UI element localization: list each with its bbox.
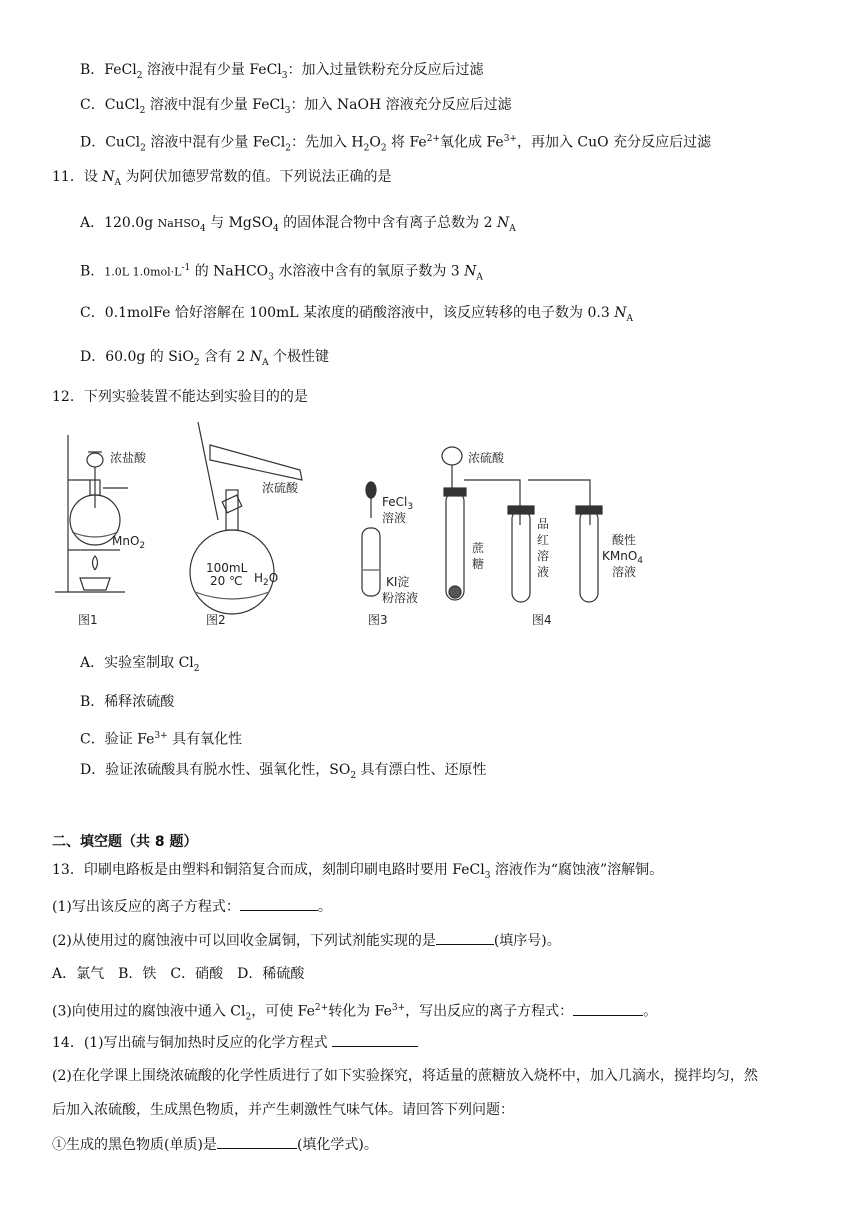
q13-part1 xyxy=(52,896,332,917)
q12-option-a xyxy=(80,653,200,679)
label-magenta: 红 xyxy=(537,533,550,547)
text: 水溶液中含有的氧原子数为 3 xyxy=(273,263,465,280)
avogadro-symbol: N xyxy=(249,349,263,365)
text: O xyxy=(268,571,279,585)
text: 溶液中混有少量 FeCl xyxy=(142,62,282,78)
q12-option-b xyxy=(80,692,174,712)
label-conc-hcl: 浓盐酸 xyxy=(110,451,147,465)
text: D．验证浓硫酸具有脱水性、强氧化性， xyxy=(80,762,330,778)
sub: 2 xyxy=(263,578,269,588)
sup: -1 xyxy=(181,263,191,273)
caption-fig1: 图1 xyxy=(78,613,98,627)
text: 1.0L 1.0mol·L xyxy=(104,265,182,279)
text: 具有氧化性 xyxy=(167,731,243,748)
q12-figures xyxy=(50,420,650,639)
text: C．CuCl xyxy=(80,97,140,113)
text: Cl xyxy=(178,655,194,671)
text: 与 xyxy=(205,215,229,231)
q12-option-d xyxy=(80,760,487,786)
text: 12．下列实验装置不能达到实验目的的是 xyxy=(52,389,308,405)
flame xyxy=(93,556,98,570)
label-magenta: 液 xyxy=(537,565,550,579)
sub: A xyxy=(476,272,483,283)
text: ，再加入 CuO 充分反应后过滤 xyxy=(516,134,712,151)
text: ，可使 Fe xyxy=(251,1003,315,1020)
label-conc-h2so4: 浓硫酸 xyxy=(468,451,505,465)
text: KMnO xyxy=(602,549,638,563)
text: D．60.0g 的 xyxy=(80,349,169,365)
glass-rod xyxy=(198,422,218,520)
sub: 4 xyxy=(272,223,279,234)
lamp xyxy=(80,578,110,590)
sub: 2 xyxy=(139,541,146,551)
sub: 2 xyxy=(193,663,200,674)
text: 具有漂白性、还原性 xyxy=(356,762,487,778)
avogadro-symbol: N xyxy=(614,305,627,321)
water-line xyxy=(195,592,269,599)
caption-fig2: 图2 xyxy=(206,613,226,627)
text: (填序号)。 xyxy=(493,933,561,949)
q11-option-a xyxy=(80,213,516,239)
label-water xyxy=(254,571,278,588)
q13-part3 xyxy=(52,998,657,1027)
q12-stem xyxy=(52,387,308,407)
label-sucrose: 糖 xyxy=(472,557,485,571)
q14-part1 xyxy=(52,1032,418,1053)
q12-option-c xyxy=(80,726,242,750)
text: MgSO xyxy=(228,215,273,231)
sub: 3 xyxy=(268,272,274,283)
stopper xyxy=(576,506,602,514)
sub: 4 xyxy=(637,556,644,566)
text: (3)向使用过的腐蚀液中通入 Cl xyxy=(52,1003,246,1020)
text: C．0.1molFe 恰好溶解在 100mL 某浓度的硝酸溶液中，该反应转移的电子数为 0.3 xyxy=(80,305,615,321)
text: 13．印刷电路板是由塑料和铜箔复合而成，刻制印刷电路时要用 FeCl xyxy=(52,862,485,878)
label-conc-h2so4: 浓硫酸 xyxy=(262,481,299,495)
label-temperature: 20 ℃ xyxy=(210,574,243,588)
answer-blank[interactable] xyxy=(217,1134,297,1149)
sub: 2 xyxy=(140,143,146,154)
label-solution: 溶液 xyxy=(382,511,407,525)
tube-3 xyxy=(580,510,598,602)
label-sucrose: 蔗 xyxy=(472,541,485,555)
q13-part2 xyxy=(52,930,561,951)
dropper-bulb xyxy=(366,482,376,498)
label-kmno4 xyxy=(602,549,643,566)
beaker-pour xyxy=(210,445,302,480)
text: NaHSO xyxy=(157,217,200,230)
text: 氧化成 Fe xyxy=(440,134,504,151)
answer-blank[interactable] xyxy=(332,1032,418,1047)
q10-option-d xyxy=(80,129,711,158)
stopper xyxy=(444,488,466,496)
sub: 2 xyxy=(350,770,357,781)
sub: 3 xyxy=(281,70,288,81)
funnel-bulb xyxy=(442,447,462,465)
text: A．120.0g xyxy=(80,215,158,231)
sub: 2 xyxy=(363,143,370,154)
label-acidic: 酸性 xyxy=(612,533,637,547)
sub: 2 xyxy=(380,143,387,154)
test-tube xyxy=(362,528,380,596)
text: ：加入 NaOH 溶液充分反应后过滤 xyxy=(290,97,512,113)
text: 将 Fe xyxy=(386,134,427,151)
text: SO xyxy=(329,762,351,778)
text: 的 NaHCO xyxy=(190,263,269,280)
q11-option-c xyxy=(80,303,633,329)
sub: 2 xyxy=(245,1012,252,1023)
text: 含有 2 xyxy=(199,349,250,365)
avogadro-symbol: N xyxy=(102,169,115,185)
label-volume: 100mL xyxy=(206,561,248,575)
avogadro-symbol: N xyxy=(464,263,477,280)
label-ki-starch: 粉溶液 xyxy=(382,591,419,605)
text: 11．设 xyxy=(52,169,103,185)
sub: 2 xyxy=(139,105,146,116)
sup: 2+ xyxy=(314,1003,329,1013)
sub: A xyxy=(509,223,516,234)
text: (2)从使用过的腐蚀液中可以回收金属铜，下列试剂能实现的是 xyxy=(52,933,436,949)
sup: 3+ xyxy=(391,1003,406,1013)
sub: 3 xyxy=(484,870,491,881)
label-fecl3 xyxy=(382,495,413,512)
q10-option-c xyxy=(80,95,512,121)
stopper xyxy=(222,495,242,513)
q11-option-b xyxy=(80,258,483,287)
label-magenta: 品 xyxy=(537,517,550,531)
text: 溶液中混有少量 FeCl xyxy=(145,134,286,151)
text: 。 xyxy=(317,899,332,915)
label-ki-starch: KI淀 xyxy=(386,575,410,589)
funnel-bulb xyxy=(87,453,103,467)
text: 。 xyxy=(643,1003,658,1020)
text: (填化学式)。 xyxy=(296,1137,378,1153)
sugar xyxy=(449,586,461,598)
text: 14．(1)写出硫与铜加热时反应的化学方程式 xyxy=(52,1035,333,1051)
section-heading: 二、填空题（共 8 题） xyxy=(52,834,198,850)
reaction-tube xyxy=(446,492,464,600)
text: 溶液中混有少量 FeCl xyxy=(145,97,285,113)
q13-stem xyxy=(52,860,663,886)
text: D．CuCl xyxy=(80,134,141,151)
answer-blank[interactable] xyxy=(573,1001,643,1016)
label-magenta: 溶 xyxy=(537,549,550,563)
q14-part2-line2: 后加入浓硫酸，生成黑色物质，并产生刺激性气味气体。请回答下列问题： xyxy=(52,1102,514,1118)
caption-fig3: 图3 xyxy=(368,613,388,627)
sub: 2 xyxy=(193,357,200,368)
text: ：先加入 H xyxy=(290,134,364,151)
text: ，写出反应的离子方程式： xyxy=(405,1003,574,1020)
text: O xyxy=(369,134,381,151)
text: 个极性键 xyxy=(268,349,330,365)
text: (1)写出该反应的离子方程式： xyxy=(52,899,240,915)
sub: A xyxy=(262,357,269,368)
q14-part2-line1: (2)在化学课上围绕浓硫酸的化学性质进行了如下实验探究，将适量的蔗糖放入烧杯中，加入几滴水，搅拌均匀，然 xyxy=(52,1068,758,1084)
text: B．FeCl xyxy=(80,62,137,78)
q11-option-d xyxy=(80,347,329,373)
text: 转化为 Fe xyxy=(328,1003,392,1020)
answer-blank[interactable] xyxy=(240,896,318,911)
q11-stem xyxy=(52,167,391,193)
tube-2 xyxy=(512,510,530,602)
sub: A xyxy=(626,313,633,324)
sup: 3+ xyxy=(154,731,168,741)
text: C．验证 Fe xyxy=(80,731,155,748)
sub: 3 xyxy=(284,105,291,116)
text: 溶液作为“腐蚀液”溶解铜。 xyxy=(490,862,664,878)
text: H xyxy=(254,571,264,585)
label-solution: 溶液 xyxy=(612,565,637,579)
sub: A xyxy=(114,177,122,188)
sub: 4 xyxy=(199,223,206,234)
caption-fig4: 图4 xyxy=(532,613,552,627)
text: B． xyxy=(80,263,105,280)
text: MnO xyxy=(112,534,140,548)
apparatus-drawings xyxy=(50,420,650,635)
sup: 3+ xyxy=(503,134,517,144)
sub: 2 xyxy=(136,70,143,81)
text: A．实验室制取 xyxy=(80,655,179,671)
text: 的固体混合物中含有离子总数为 2 xyxy=(278,215,497,231)
answer-blank[interactable] xyxy=(436,930,494,945)
sup: 2+ xyxy=(426,134,440,144)
text: ①生成的黑色物质(单质)是 xyxy=(52,1137,217,1153)
text: SiO xyxy=(168,349,194,365)
text: ：加入过量铁粉充分反应后过滤 xyxy=(287,62,484,78)
q14-part3 xyxy=(52,1134,378,1155)
text: B．稀释浓硫酸 xyxy=(80,694,175,710)
text: FeCl xyxy=(382,495,408,509)
q10-option-b xyxy=(80,60,484,86)
label-mno2 xyxy=(112,534,145,551)
sub: 3 xyxy=(407,502,414,512)
stopper xyxy=(508,506,534,514)
avogadro-symbol: N xyxy=(496,215,510,231)
q13-options: A．氯气 B．铁 C．硝酸 D．稀硫酸 xyxy=(52,966,305,982)
sub: 2 xyxy=(285,143,291,154)
text: 为阿伏加德罗常数的值。下列说法正确的是 xyxy=(121,169,392,185)
